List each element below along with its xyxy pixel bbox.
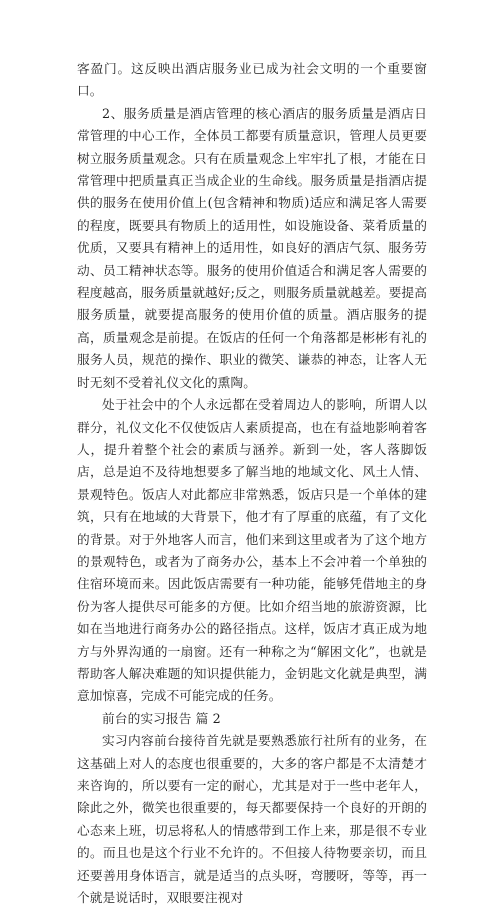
paragraph-0: 客盈门。这反映出酒店服务业已成为社会文明的一个重要窗口。: [77, 61, 427, 99]
paragraph-2: 处于社会中的个人永远都在受着周边人的影响，所谓人以群分，礼仪文化不仅使饭店人素质提高，也在有益地影响着客人，提升着整个社会的素质与涵养。新到一处，客人落脚饭店，总是迫不及待地想要多了解当地的地域文化、风土人情、景观特色。饭店人对此都应非常熟悉，饭店只是一个单体的建筑，只有在地域的大背景下，他才有了厚重的底蕴，有了文化的背景。对于外地客人而言，他们来到这里或者为了这个地方的景观特色，或者为了商务办公，基本上不会冲着一个单独的住宿环境而来。因此饭店需要有一种功能，能够凭借地主的身份为客人提供尽可能多的方便。比如介绍当地的旅游资源，比如在当地进行商务办公的路径指点。这样，饭店才真正成为地方与外界沟通的一扇窗。还有一种称之为“解困文化”，也就是帮助客人解决难题的知识提供能力，金钥匙文化就是典型，满意加惊喜，完成不可能完成的任务。: [77, 397, 427, 704]
section-heading: 前台的实习报告 篇 2: [102, 710, 221, 726]
document-body: [77, 58, 427, 909]
paragraph-1: 2、服务质量是酒店管理的核心酒店的服务质量是酒店日常管理的中心工作，全体员工都要有质量意识，管理人员更要树立服务质量观念。只有在质量观念上牢牢扎了根，才能在日常管理中把质量真正当成企业的生命线。服务质量是指酒店提供的服务在使用价值上(包含精神和物质)适应和满足客人需要的程度，既要具有物质上的适用性，如设施设备、菜肴质量的优质，又要具有精神上的适用性，如良好的酒店气氛、服务劳动、员工精神状态等。服务的使用价值适合和满足客人需要的程度越高，服务质量就越好;反之，则服务质量就越差。要提高服务质量，就要提高服务的使用价值的质量。酒店服务的提高，质量观念是前提。在饭店的任何一个角落都是彬彬有礼的服务人员，规范的操作、职业的微笑、谦恭的神态，让客人无时无刻不受着礼仪文化的熏陶。: [77, 105, 427, 390]
paragraph-3: 实习内容前台接待首先就是要熟悉旅行社所有的业务，在这基础上对人的态度也很重要的，大多的客户都是不太清楚才来咨询的，所以要有一定的耐心，尤其是对于一些中老年人，除此之外，微笑也很重要的，每天都要保持一个良好的开朗的心态来上班，切忌将私人的情感带到工作上来，那是很不专业的。而且也是这个行业不允许的。不但接人待物要亲切，而且还要善用身体语言，就是适当的点头呀，弯腰呀，等等，再一个就是说话时，双眼要注视对: [77, 733, 427, 906]
